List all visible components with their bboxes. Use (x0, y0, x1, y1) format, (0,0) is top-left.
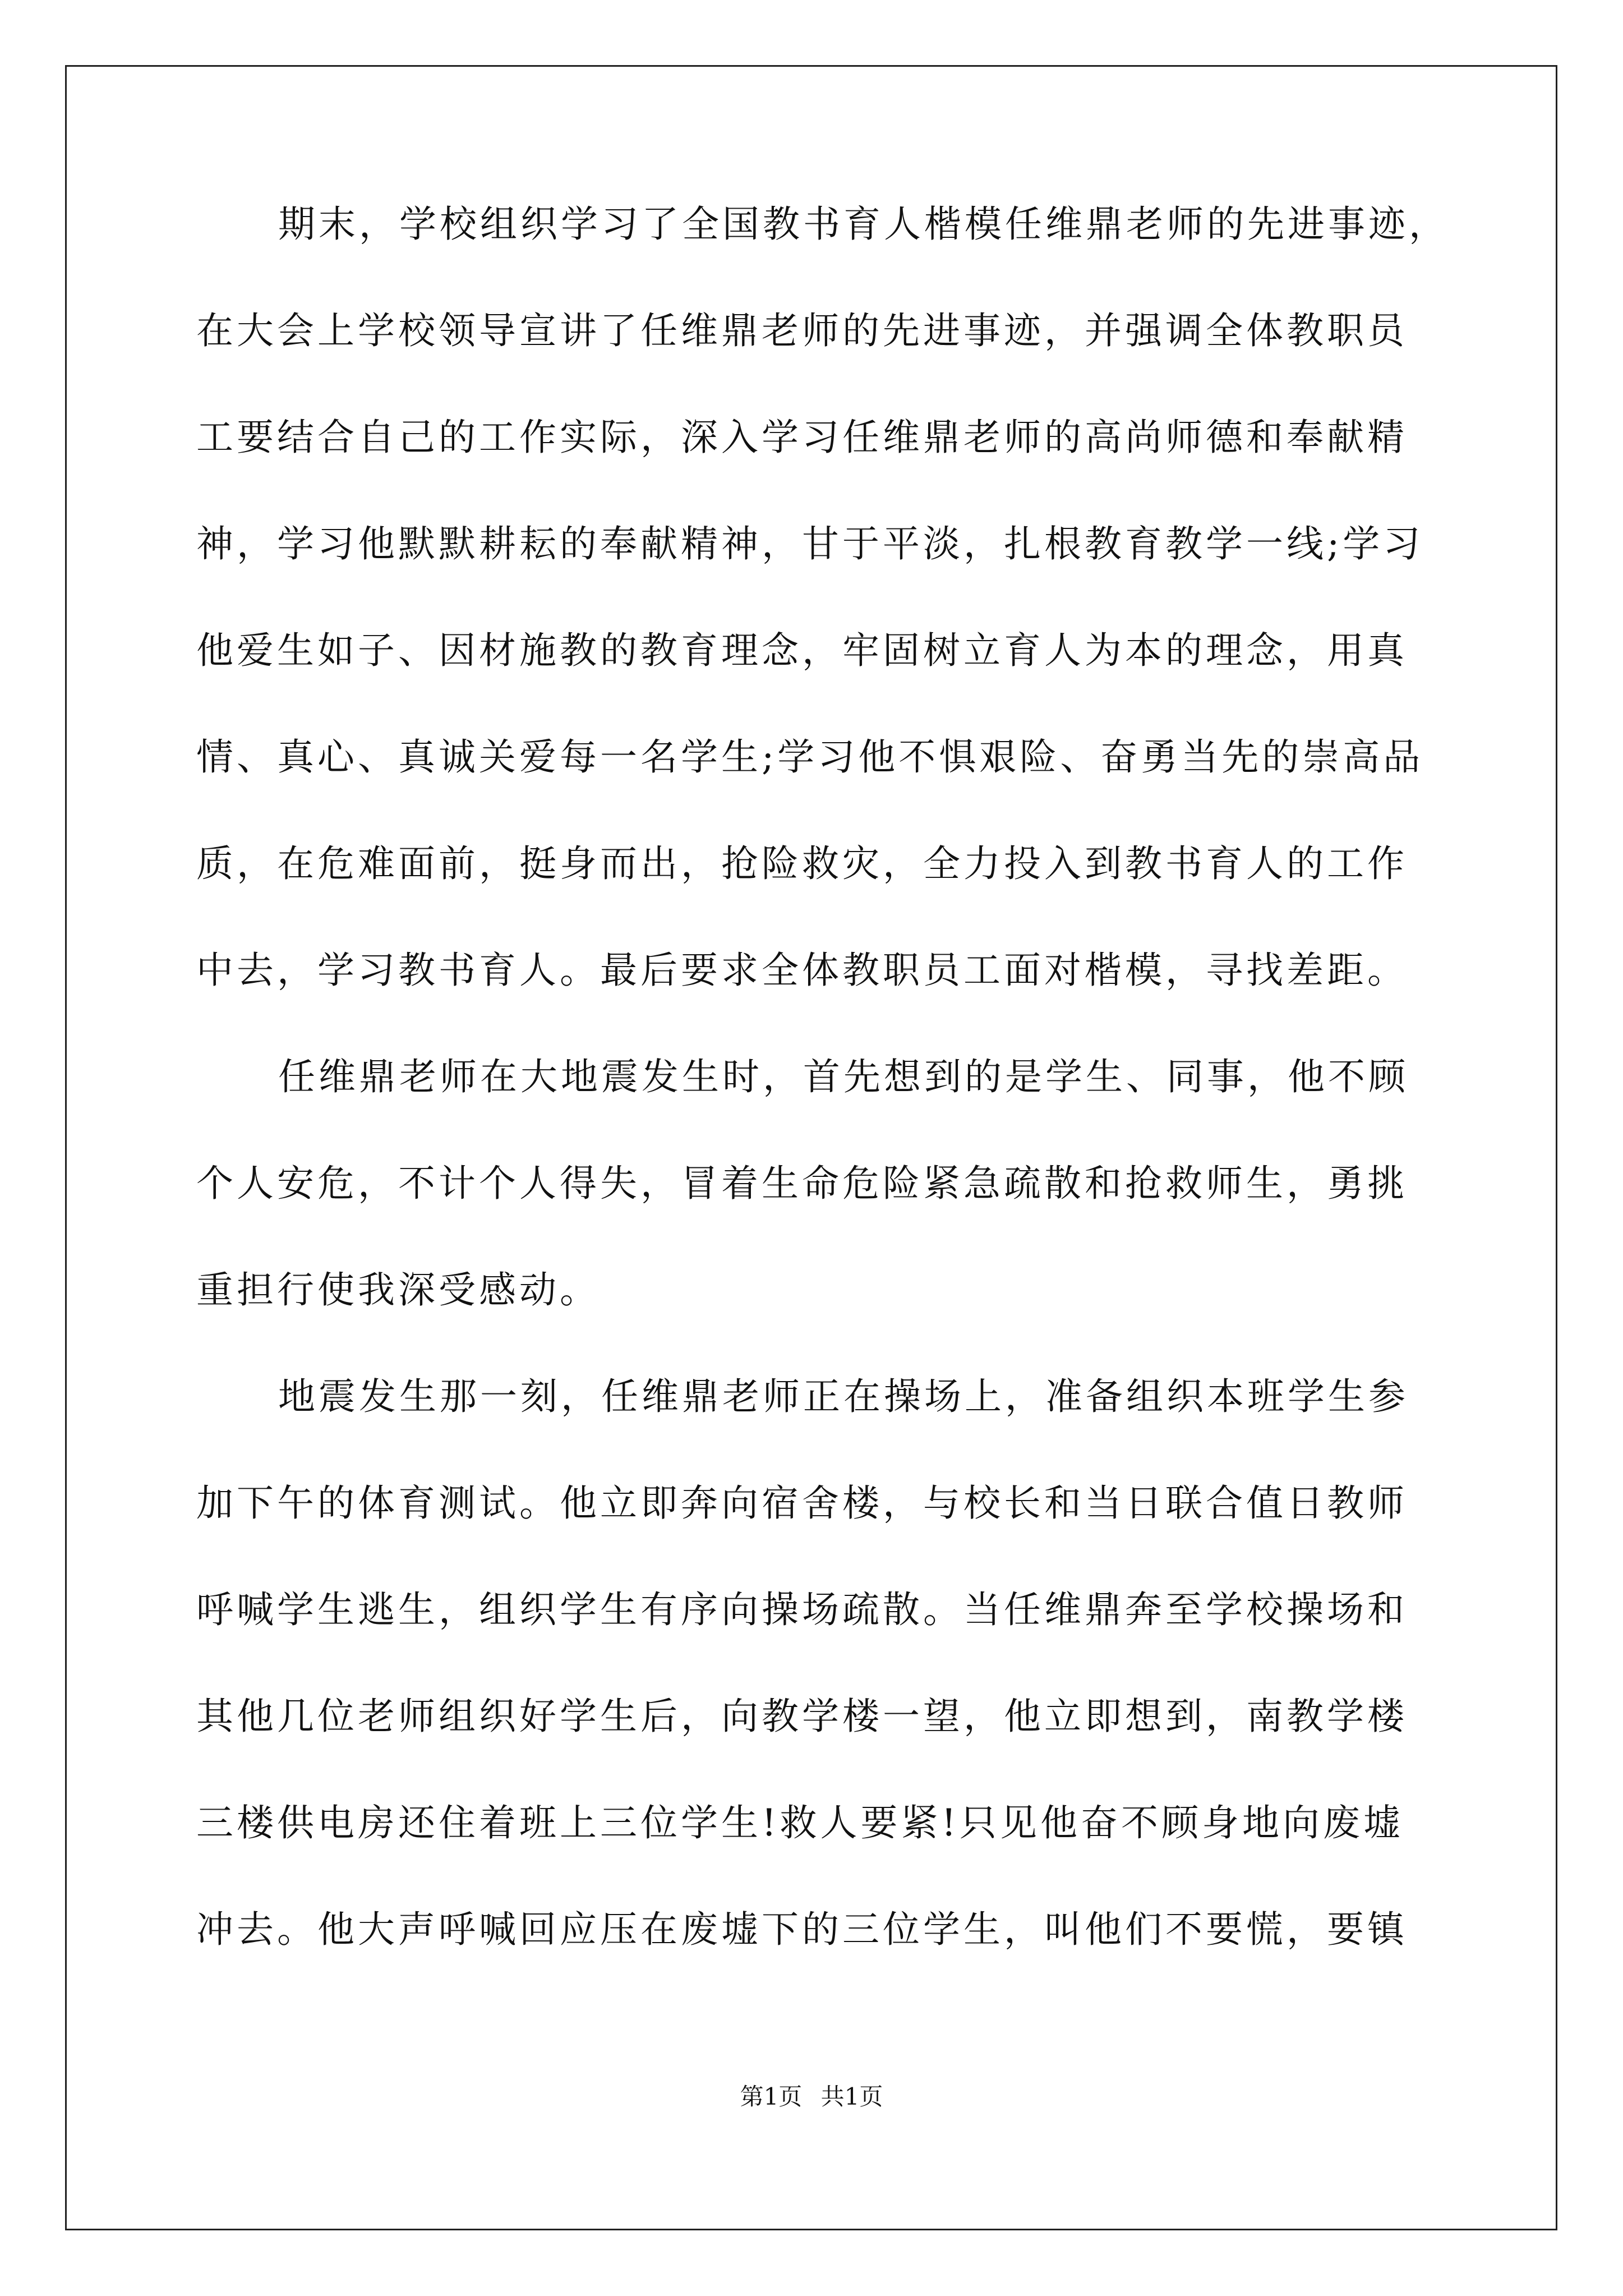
paragraph-3-line-6: 冲去。他大声呼喊回应压在废墟下的三位学生，叫他们不要慌，要镇 (196, 1908, 1408, 1951)
paragraph-3-line-1: 地震发生那一刻，任维鼎老师正在操场上，准备组织本班学生参 (278, 1375, 1409, 1418)
paragraph-1-line-8: 中去，学习教书育人。最后要求全体教职员工面对楷模，寻找差距。 (196, 949, 1408, 992)
paragraph-3-line-3: 呼喊学生逃生，组织学生有序向操场疏散。当任维鼎奔至学校操场和 (196, 1588, 1408, 1631)
paragraph-2-line-3: 重担行使我深受感动。 (196, 1268, 600, 1312)
paragraph-1-line-1: 期末，学校组织学习了全国教书育人楷模任维鼎老师的先进事迹， (278, 203, 1449, 246)
paragraph-2-line-2: 个人安危，不计个人得失，冒着生命危险紧急疏散和抢救师生，勇挑 (196, 1162, 1408, 1205)
page-total: 共1页 (820, 2083, 883, 2110)
paragraph-1-line-2: 在大会上学校领导宣讲了任维鼎老师的先进事迹，并强调全体教职员 (196, 309, 1408, 352)
paragraph-2-line-1: 任维鼎老师在大地震发生时，首先想到的是学生、同事，他不顾 (278, 1055, 1409, 1098)
paragraph-1-line-4: 神，学习他默默耕耘的奉献精神，甘于平淡，扎根教育教学一线;学习 (196, 522, 1424, 565)
page-number: 第1页 (740, 2083, 803, 2110)
paragraph-1-line-3: 工要结合自己的工作实际，深入学习任维鼎老师的高尚师德和奉献精 (196, 416, 1408, 459)
paragraph-1-line-5: 他爱生如子、因材施教的教育理念，牢固树立育人为本的理念，用真 (196, 629, 1408, 672)
paragraph-3-line-4: 其他几位老师组织好学生后，向教学楼一望，他立即想到，南教学楼 (196, 1695, 1408, 1738)
page-footer (0, 2080, 1623, 2114)
paragraph-3-line-2: 加下午的体育测试。他立即奔向宿舍楼，与校长和当日联合值日教师 (196, 1481, 1408, 1525)
paragraph-1-line-6: 情、真心、真诚关爱每一名学生;学习他不惧艰险、奋勇当先的崇高品 (196, 735, 1424, 779)
paragraph-3-line-5: 三楼供电房还住着班上三位学生!救人要紧!只见他奋不顾身地向废墟 (196, 1801, 1404, 1844)
paragraph-1-line-7: 质，在危难面前，挺身而出，抢险救灾，全力投入到教书育人的工作 (196, 842, 1408, 885)
